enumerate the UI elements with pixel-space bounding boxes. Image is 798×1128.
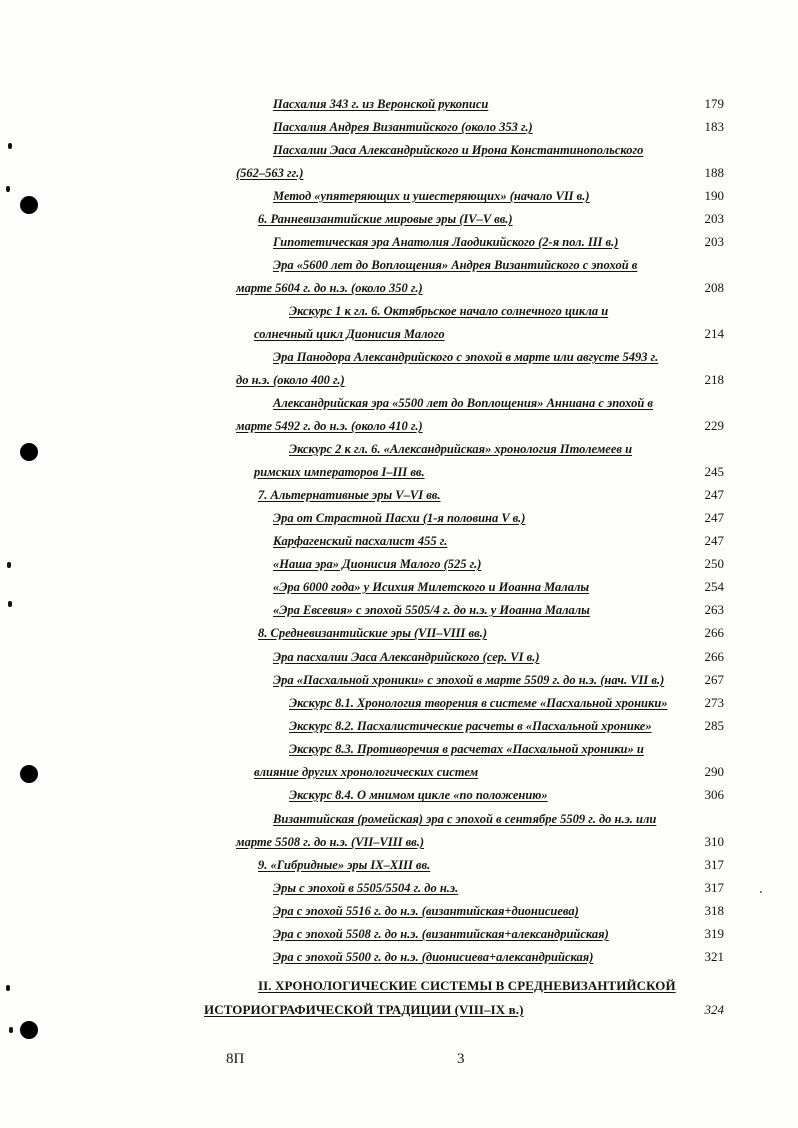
toc-entry[interactable]: Гипотетическая эра Анатолия Лаодикийского (2-я пол. III в.) bbox=[273, 235, 619, 249]
toc-entry-page: 310 bbox=[704, 834, 724, 849]
scan-speck bbox=[7, 562, 11, 568]
toc-entry[interactable]: Александрийская эра «5500 лет до Воплощения» Анниана с эпохой в bbox=[273, 396, 653, 410]
toc-entry-page: 266 bbox=[704, 625, 724, 640]
toc-entry-page: 318 bbox=[704, 903, 724, 918]
punch-hole bbox=[20, 1021, 38, 1039]
toc-entry[interactable]: марте 5604 г. до н.э. (около 350 г.) bbox=[236, 281, 423, 295]
toc-entry[interactable]: Эра пасхалии Эаса Александрийского (сер. VI в.) bbox=[273, 650, 540, 664]
toc-entry[interactable]: Эра Панодора Александрийского с эпохой в марте или августе 5493 г. bbox=[273, 350, 659, 364]
toc-entry[interactable]: Эра с эпохой 5516 г. до н.э. (византийская+дионисиева) bbox=[273, 904, 579, 918]
punch-hole bbox=[20, 765, 38, 783]
toc-entry-page: 203 bbox=[704, 234, 724, 249]
toc-entry[interactable]: Экскурс 2 к гл. 6. «Александрийская» хронология Птолемеев и bbox=[289, 442, 633, 456]
toc-entry-page: 247 bbox=[704, 487, 724, 502]
scan-speck bbox=[8, 601, 12, 607]
toc-entry-page: 218 bbox=[704, 372, 724, 387]
punch-hole bbox=[20, 196, 38, 214]
toc-entry-page: 321 bbox=[704, 949, 724, 964]
toc-entry[interactable]: Эра «Пасхальной хроники» с эпохой в марте 5509 г. до н.э. (нач. VII в.) bbox=[273, 673, 665, 687]
toc-entry[interactable]: 8. Средневизантийские эры (VII–VIII вв.) bbox=[258, 626, 487, 640]
scan-speck bbox=[9, 1027, 13, 1033]
part-heading-line-2[interactable]: ИСТОРИОГРАФИЧЕСКОЙ ТРАДИЦИИ (VIII–IX в.) bbox=[204, 1002, 524, 1017]
toc-entry[interactable]: Пасхалии Эаса Александрийского и Ирона Константинопольского bbox=[273, 143, 644, 157]
toc-entry[interactable]: 9. «Гибридные» эры IX–XIII вв. bbox=[258, 858, 431, 872]
toc-entry-page: 190 bbox=[704, 188, 724, 203]
toc-entry-page: 214 bbox=[704, 326, 724, 341]
toc-entry[interactable]: Карфагенский пасхалист 455 г. bbox=[273, 534, 448, 548]
toc-entry[interactable]: Метод «упятеряющих и ушестеряющих» (начало VII в.) bbox=[273, 189, 590, 203]
part-heading-page: 324 bbox=[704, 1002, 724, 1017]
toc-entry-page: 317 bbox=[704, 880, 724, 895]
toc-entry[interactable]: «Эра Евсевия» с эпохой 5505/4 г. до н.э. у Иоанна Малалы bbox=[273, 603, 590, 617]
toc-entry-page: 208 bbox=[704, 280, 724, 295]
toc-entry[interactable]: Эры с эпохой в 5505/5504 г. до н.э. bbox=[273, 881, 459, 895]
toc-entry[interactable]: Эра «5600 лет до Воплощения» Андрея Византийского с эпохой в bbox=[273, 258, 638, 272]
toc-entry[interactable]: Экскурс 8.3. Противоречия в расчетах «Пасхальной хроники» и bbox=[289, 742, 644, 756]
toc-entry-page: 247 bbox=[704, 510, 724, 525]
toc-entry[interactable]: марте 5508 г. до н.э. (VII–VIII вв.) bbox=[236, 835, 425, 849]
toc-entry[interactable]: Экскурс 8.2. Пасхалистические расчеты в «Пасхальной хронике» bbox=[289, 719, 652, 733]
toc-entry-page: 245 bbox=[704, 464, 724, 479]
toc-entry-page: 254 bbox=[704, 579, 724, 594]
toc-entry[interactable]: солнечный цикл Дионисия Малого bbox=[254, 327, 445, 341]
toc-entry[interactable]: Экскурс 8.4. О мнимом цикле «по положению» bbox=[289, 788, 548, 802]
toc-entry-page: 188 bbox=[704, 165, 724, 180]
toc-entry-page: 285 bbox=[704, 718, 724, 733]
toc-entry-page: 247 bbox=[704, 533, 724, 548]
footer-code: 8П bbox=[226, 1051, 245, 1067]
scan-speck bbox=[8, 143, 12, 149]
toc-entry[interactable]: «Эра 6000 года» у Исихия Милетского и Иоанна Малалы bbox=[273, 580, 590, 594]
toc-entry[interactable]: Пасхалия 343 г. из Веронской рукописи bbox=[273, 97, 489, 111]
punch-hole bbox=[20, 443, 38, 461]
toc-entry[interactable]: Эра с эпохой 5500 г. до н.э. (дионисиева+александрийская) bbox=[273, 950, 594, 964]
toc-entry-page: 317 bbox=[704, 857, 724, 872]
toc-entry[interactable]: Эра с эпохой 5508 г. до н.э. (византийская+александрийская) bbox=[273, 927, 609, 941]
scan-speck bbox=[760, 891, 762, 893]
scan-speck bbox=[6, 985, 10, 991]
toc-entry[interactable]: Пасхалия Андрея Византийского (около 353 г.) bbox=[273, 120, 533, 134]
toc-entry[interactable]: Экскурс 8.1. Хронология творения в системе «Пасхальной хроники» bbox=[289, 696, 668, 710]
toc-entry[interactable]: Византийская (ромейская) эра с эпохой в сентябре 5509 г. до н.э. или bbox=[273, 812, 657, 826]
toc-entry[interactable]: 7. Альтернативные эры V–VI вв. bbox=[258, 488, 441, 502]
toc-entry[interactable]: римских императоров I–III вв. bbox=[254, 465, 425, 479]
part-heading-line-1[interactable]: II. ХРОНОЛОГИЧЕСКИЕ СИСТЕМЫ В СРЕДНЕВИЗАНТИЙСКОЙ bbox=[258, 978, 676, 993]
toc-entry-page: 179 bbox=[704, 96, 724, 111]
toc-entry-page: 267 bbox=[704, 672, 724, 687]
toc-entry-page: 266 bbox=[704, 649, 724, 664]
toc-entry-page: 229 bbox=[704, 418, 724, 433]
scan-speck bbox=[6, 186, 10, 192]
toc-entry[interactable]: до н.э. (около 400 г.) bbox=[236, 373, 345, 387]
toc-entry-page: 306 bbox=[704, 787, 724, 802]
toc-entry-page: 183 bbox=[704, 119, 724, 134]
toc-entry[interactable]: марте 5492 г. до н.э. (около 410 г.) bbox=[236, 419, 423, 433]
toc-entry[interactable]: «Наша эра» Дионисия Малого (525 г.) bbox=[273, 557, 482, 571]
toc-entry-page: 290 bbox=[704, 764, 724, 779]
toc-entry[interactable]: влияние других хронологических систем bbox=[254, 765, 479, 779]
toc-entry[interactable]: Эра от Страстной Пасхи (1-я половина V в.) bbox=[273, 511, 526, 525]
toc-entry-page: 250 bbox=[704, 556, 724, 571]
toc-entry[interactable]: 6. Ранневизантийские мировые эры (IV–V вв.) bbox=[258, 212, 513, 226]
toc-entry-page: 263 bbox=[704, 602, 724, 617]
toc-entry-page: 319 bbox=[704, 926, 724, 941]
toc-entry[interactable]: Экскурс 1 к гл. 6. Октябрьское начало солнечного цикла и bbox=[289, 304, 609, 318]
toc-entry[interactable]: (562–563 гг.) bbox=[236, 166, 304, 180]
toc-entry-page: 273 bbox=[704, 695, 724, 710]
footer-page-number: 3 bbox=[457, 1051, 465, 1067]
toc-entry-page: 203 bbox=[704, 211, 724, 226]
